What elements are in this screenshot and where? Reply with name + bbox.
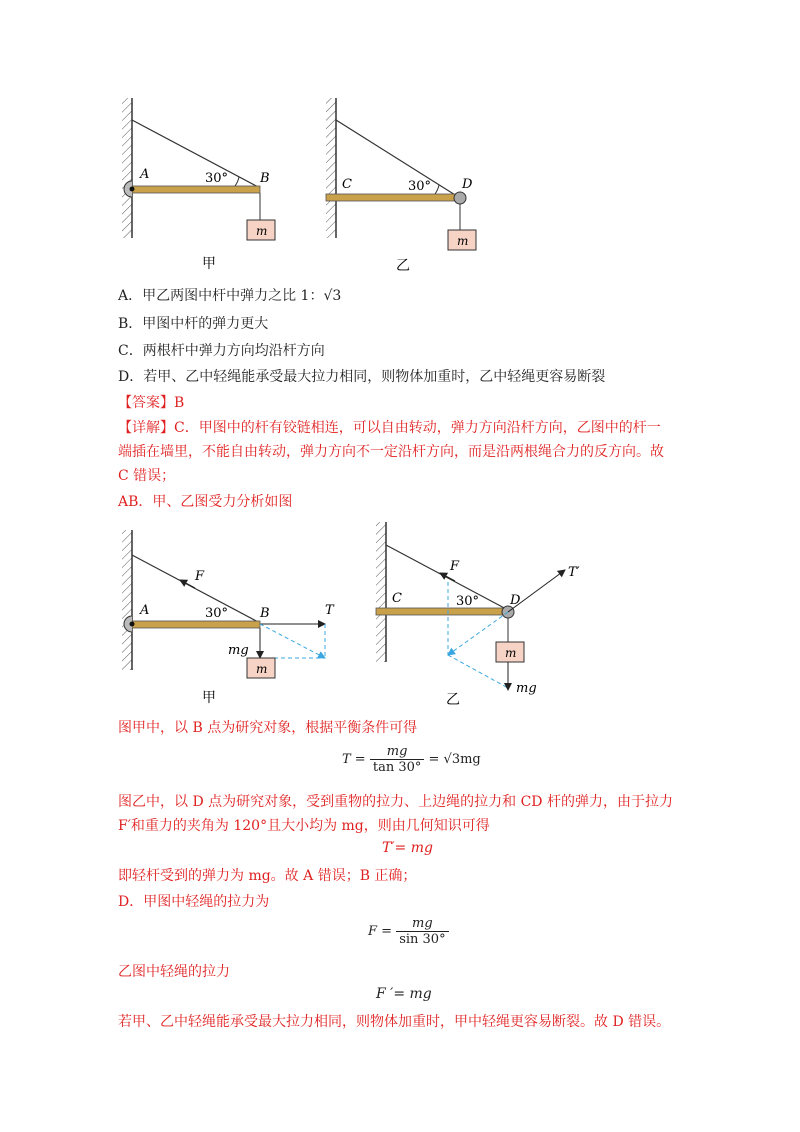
eq3-frac bbox=[396, 916, 448, 947]
detail-text-1: C．甲图中的杆有铰链相连，可以自由转动，弹力方向沿杆方向，乙图中的杆一 bbox=[174, 420, 661, 436]
label-mg-left: mg bbox=[228, 643, 249, 658]
wall-left-2 bbox=[122, 530, 132, 670]
answer-value: B bbox=[174, 395, 185, 411]
eq3-den: sin 30° bbox=[399, 932, 446, 947]
label-t-right: T′ bbox=[568, 565, 580, 580]
angle-arc-left bbox=[235, 177, 239, 186]
analysis-p2b: F′和重力的夹角为 120°且大小均为 mg，则由几何知识可得 bbox=[118, 818, 490, 834]
label-mg-right: mg bbox=[516, 681, 537, 696]
rod-left-2 bbox=[132, 621, 260, 628]
mass-label-left-2: m bbox=[256, 662, 268, 676]
wall-right-2 bbox=[376, 522, 386, 662]
label-d-2: D bbox=[510, 593, 521, 608]
mass-label-right: m bbox=[457, 234, 469, 248]
label-b: B bbox=[260, 171, 270, 186]
analysis-p6: 若甲、乙中轻绳能承受最大拉力相同，则物体加重时，甲中轻绳更容易断裂。故 D 错误。 bbox=[118, 1014, 671, 1030]
rod-right-2 bbox=[376, 608, 508, 615]
analysis-p4: D．甲图中轻绳的拉力为 bbox=[118, 894, 270, 910]
label-angle-left-2: 30° bbox=[205, 606, 229, 621]
label-t-left: T bbox=[325, 603, 334, 618]
label-b-2: B bbox=[260, 606, 270, 621]
label-f-left: F bbox=[195, 569, 205, 584]
label-a: A bbox=[140, 167, 150, 182]
eq1-num: mg bbox=[370, 744, 425, 760]
detail-line-2: 端插在墙里，不能自由转动，弹力方向不一定沿杆方向，而是沿两根绳合力的反方向。故 bbox=[118, 444, 664, 460]
angle-arc-right bbox=[435, 185, 439, 194]
mass-label-left: m bbox=[256, 224, 268, 238]
rope-left-2 bbox=[132, 555, 260, 623]
wall-left bbox=[122, 98, 132, 238]
label-a-2: A bbox=[140, 603, 150, 618]
rope-right bbox=[336, 120, 460, 198]
eq1-den: tan 30° bbox=[372, 760, 422, 775]
rope-left bbox=[132, 120, 260, 188]
eq3-lhs: F = bbox=[368, 924, 393, 939]
figure-2 bbox=[110, 520, 580, 710]
detail-line-1 bbox=[118, 418, 661, 438]
arrow-f-right bbox=[440, 573, 455, 581]
option-c: C．两根杆中弹力方向均沿杆方向 bbox=[118, 343, 325, 359]
option-a: A．甲乙两图中杆中弹力之比 1：√3 bbox=[118, 288, 342, 304]
label-angle-left: 30° bbox=[205, 171, 229, 186]
rod-left bbox=[132, 186, 260, 193]
caption-left: 甲 bbox=[202, 256, 216, 272]
mass-label-right-2: m bbox=[505, 646, 517, 660]
figure-1 bbox=[110, 90, 490, 280]
detail-label: 【详解】 bbox=[118, 420, 174, 436]
label-angle-right: 30° bbox=[408, 179, 432, 194]
option-b: B．甲图中杆的弹力更大 bbox=[118, 316, 269, 332]
detail-line-3: C 错误； bbox=[118, 468, 176, 484]
label-c: C bbox=[342, 177, 352, 192]
analysis-p3: 即轻杆受到的弹力为 mg。故 A 错误；B 正确； bbox=[118, 868, 417, 884]
eq3-num: mg bbox=[396, 916, 448, 932]
equation-4: F ′= mg bbox=[376, 986, 432, 1002]
rod-right bbox=[326, 194, 460, 201]
label-angle-right-2: 30° bbox=[456, 594, 480, 609]
answer-label: 【答案】 bbox=[118, 395, 174, 411]
equation-2: T′= mg bbox=[382, 840, 433, 856]
analysis-p2a: 图乙中，以 D 点为研究对象，受到重物的拉力、上边绳的拉力和 CD 杆的弹力，由于拉力 bbox=[118, 794, 673, 810]
eq1-lhs: T = bbox=[342, 752, 366, 767]
equation-3 bbox=[368, 916, 449, 947]
ball-d bbox=[454, 192, 466, 204]
eq1-rhs: = √3mg bbox=[428, 752, 481, 767]
equation-1 bbox=[342, 744, 481, 775]
label-c-2: C bbox=[392, 591, 402, 606]
caption-right: 乙 bbox=[396, 258, 410, 274]
dash-3 bbox=[260, 624, 325, 658]
answer-line bbox=[118, 393, 184, 413]
analysis-p1: 图甲中，以 B 点为研究对象，根据平衡条件可得 bbox=[118, 720, 418, 736]
wall-right bbox=[326, 98, 336, 238]
arrow-f-left bbox=[180, 580, 195, 588]
detail-line-4: AB．甲、乙图受力分析如图 bbox=[118, 494, 293, 510]
eq1-frac bbox=[370, 744, 425, 775]
caption-right-2: 乙 bbox=[446, 692, 460, 708]
analysis-p5: 乙图中轻绳的拉力 bbox=[118, 964, 230, 980]
caption-left-2: 甲 bbox=[202, 690, 216, 706]
label-d: D bbox=[462, 177, 473, 192]
rope-right-2 bbox=[386, 545, 508, 610]
label-f-right: F bbox=[450, 559, 460, 574]
option-d: D．若甲、乙中轻绳能承受最大拉力相同，则物体加重时，乙中轻绳更容易断裂 bbox=[118, 369, 606, 385]
